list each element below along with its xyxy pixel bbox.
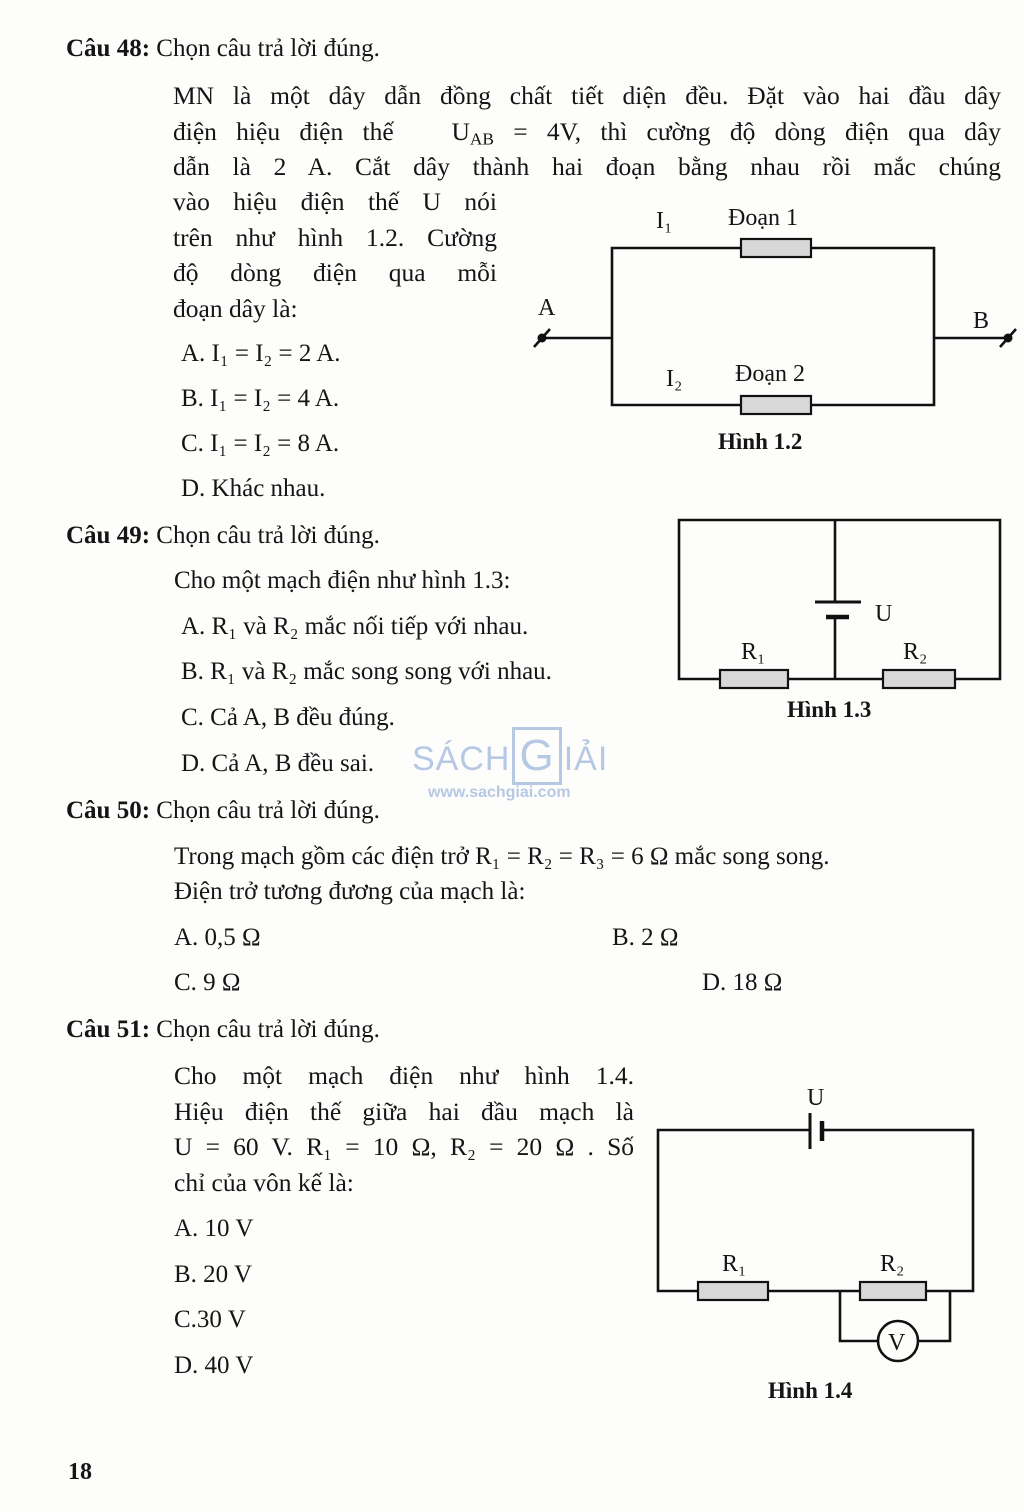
q48-statement-cont xyxy=(173,184,497,326)
fig14-resistor-r2 xyxy=(860,1282,926,1300)
q51-label: Câu 51: xyxy=(66,1016,151,1043)
q50-option-b: B. 2 Ω xyxy=(612,924,679,951)
fig13-outer-wire xyxy=(679,520,1000,679)
q51-option-c: C.30 V xyxy=(174,1306,246,1333)
q50-label: Câu 50: xyxy=(66,797,151,824)
q48-option-a: A. I₁ = I₂ = 2 A. xyxy=(181,340,341,367)
figure-1-4 xyxy=(650,1075,985,1410)
q48-line5: trên như hình 1.2. Cường xyxy=(173,222,497,252)
fig13-resistor-r2 xyxy=(883,670,955,688)
q49-label: Câu 49: xyxy=(66,522,151,549)
fig12-b-label: B xyxy=(973,308,990,334)
q48-option-d: D. Khác nhau. xyxy=(181,475,326,502)
q48-line3: dẫn là 2 A. Cắt dây thành hai đoạn bằng nhau rồi mắc chúng xyxy=(173,152,1001,181)
q48-line1: MN là một dây dẫn đồng chất tiết diện đều. Đặt vào hai đầu dây xyxy=(173,81,1001,110)
page-number: 18 xyxy=(68,1459,92,1485)
watermark-logo: SÁCH G IẢI xyxy=(412,727,608,785)
q50-option-a: A. 0,5 Ω xyxy=(174,924,261,951)
q49-prompt: Chọn câu trả lời đúng. xyxy=(156,522,380,549)
fig13-resistor-r1 xyxy=(720,670,788,688)
q48-heading xyxy=(66,31,380,66)
q50-option-d: D. 18 Ω xyxy=(702,969,783,996)
fig13-caption: Hình 1.3 xyxy=(787,697,872,722)
q48-line4: vào hiệu điện thế U nói xyxy=(173,187,497,216)
q49-option-d: D. Cả A, B đều sai. xyxy=(181,750,375,777)
q51-option-d: D. 40 V xyxy=(174,1352,254,1379)
q49-option-a: A. R₁ và R₂ mắc nối tiếp với nhau. xyxy=(181,613,529,640)
fig12-i2-label: I₂ xyxy=(666,366,683,392)
fig13-u-label: U xyxy=(875,601,893,627)
q50-heading xyxy=(66,793,380,828)
fig14-u-label: U xyxy=(807,1085,825,1111)
figure-1-2 xyxy=(530,195,1020,460)
fig12-a-label: A xyxy=(538,295,556,321)
fig12-resistor-1 xyxy=(741,239,811,257)
q51-line4: chỉ của vôn kế là: xyxy=(174,1167,354,1197)
fig12-i1-label: I₁ xyxy=(656,208,673,234)
fig12-caption: Hình 1.2 xyxy=(718,429,803,454)
q49-option-c: C. Cả A, B đều đúng. xyxy=(181,704,395,731)
watermark-url: www.sachgiai.com xyxy=(428,784,571,801)
figure-1-3 xyxy=(665,510,1010,728)
q51-statement xyxy=(174,1058,634,1200)
fig13-r2-label: R₂ xyxy=(903,639,928,665)
q50-prompt: Chọn câu trả lời đúng. xyxy=(156,797,380,824)
q50-line2: Điện trở tương đương của mạch là: xyxy=(174,878,526,905)
q51-heading xyxy=(66,1012,380,1047)
q49-option-b: B. R₁ và R₂ mắc song song với nhau. xyxy=(181,658,552,685)
fig14-v-label: V xyxy=(888,1330,906,1356)
fig12-seg1-label: Đoạn 1 xyxy=(728,205,798,231)
q51-line1: Cho một mạch điện như hình 1.4. xyxy=(174,1061,634,1090)
q48-line7: đoạn dây là: xyxy=(173,293,298,323)
q50-option-c: C. 9 Ω xyxy=(174,969,241,996)
q51-line2: Hiệu điện thế giữa hai đầu mạch là xyxy=(174,1096,634,1126)
q48-label: Câu 48: xyxy=(66,35,151,62)
fig14-resistor-r1 xyxy=(698,1282,768,1300)
q48-option-b: B. I₁ = I₂ = 4 A. xyxy=(181,385,340,412)
fig14-caption: Hình 1.4 xyxy=(768,1378,853,1403)
q51-line3: U = 60 V. R₁ = 10 Ω, R₂ = 20 Ω . Số xyxy=(174,1132,634,1161)
fig13-r1-label: R₁ xyxy=(741,639,766,665)
q48-statement xyxy=(173,78,1001,185)
q49-heading xyxy=(66,518,380,553)
fig14-r2-label: R₂ xyxy=(880,1251,905,1277)
q48-line2: điện hiệu điện thế $U_{AB} = 4V$, thì cường độ dòng điện qua dây xyxy=(173,116,1002,148)
q48-line6: độ dòng điện qua mỗi xyxy=(173,258,497,287)
q51-prompt: Chọn câu trả lời đúng. xyxy=(156,1016,380,1043)
q51-option-a: A. 10 V xyxy=(174,1215,254,1242)
q50-line1: Trong mạch gồm các điện trở R₁ = R₂ = R₃ = 6 Ω mắc song song. xyxy=(174,843,830,870)
fig12-right-wire xyxy=(811,248,934,405)
q49-line1: Cho một mạch điện như hình 1.3: xyxy=(174,567,511,594)
fig12-resistor-2 xyxy=(741,396,811,414)
q48-prompt: Chọn câu trả lời đúng. xyxy=(156,35,380,62)
q48-option-c: C. I₁ = I₂ = 8 A. xyxy=(181,430,340,457)
q51-option-b: B. 20 V xyxy=(174,1261,253,1288)
fig12-seg2-label: Đoạn 2 xyxy=(735,361,805,387)
fig14-r1-label: R₁ xyxy=(722,1251,747,1277)
